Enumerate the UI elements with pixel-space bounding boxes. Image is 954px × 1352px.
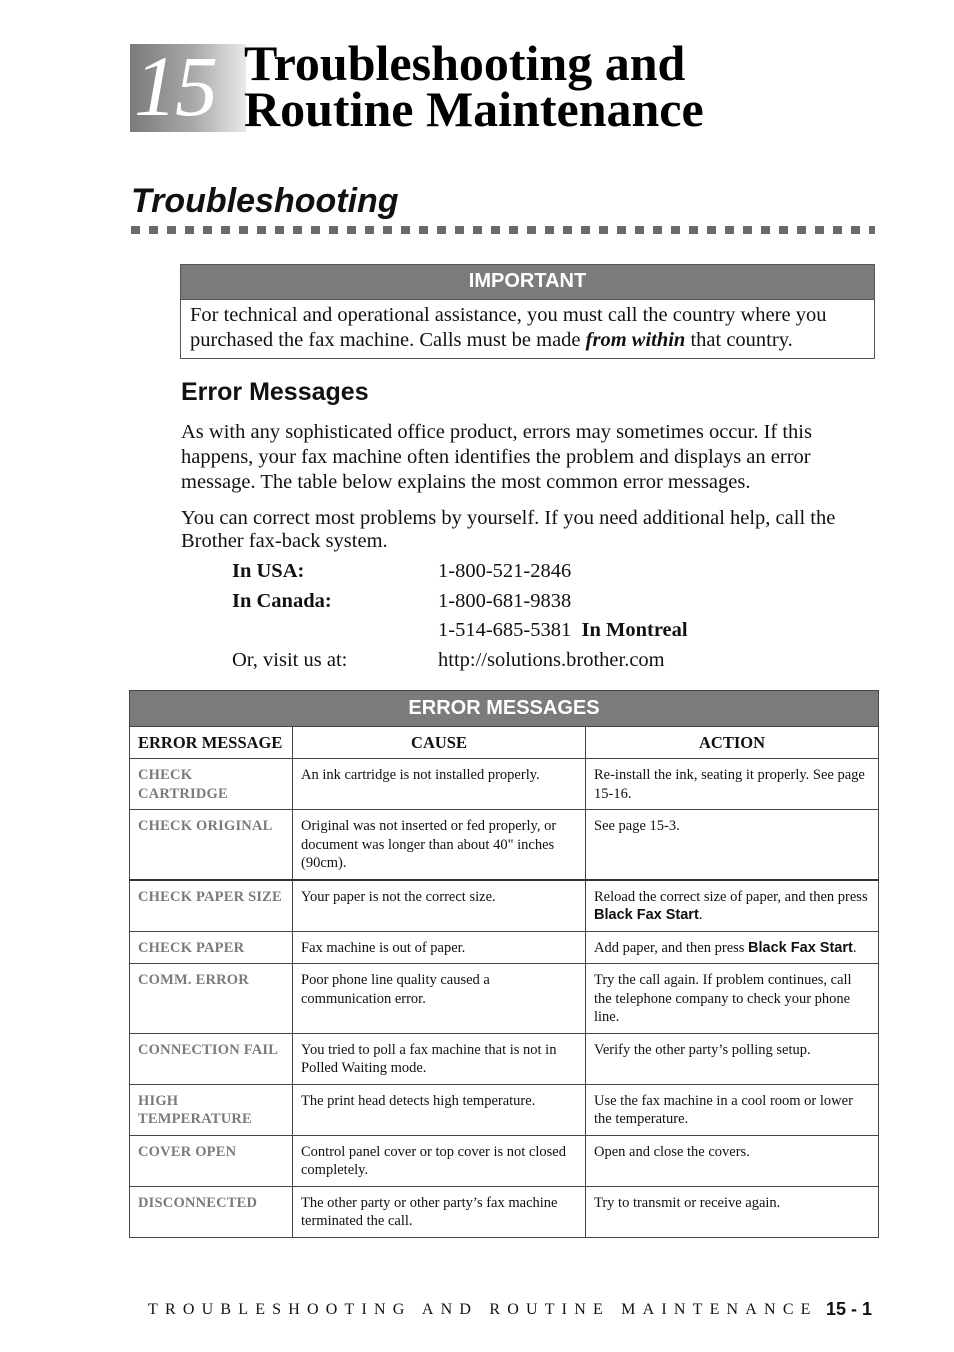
error-code: CHECK PAPER: [130, 931, 293, 964]
error-cause: The other party or other party’s fax machine terminated the call.: [293, 1186, 586, 1237]
contact-city: In Montreal: [581, 619, 688, 641]
important-text-end: that country.: [685, 329, 793, 351]
table-row: [130, 759, 879, 810]
error-code: HIGH TEMPERATURE: [130, 1084, 293, 1135]
error-code: COMM. ERROR: [130, 964, 293, 1034]
contact-phone-number: 1-514-685-5381: [438, 619, 572, 641]
contact-phone: 1-800-681-9838: [438, 590, 572, 612]
error-code: CHECK PAPER SIZE: [130, 880, 293, 932]
contact-phone: [438, 618, 688, 642]
table-row: [130, 1186, 879, 1237]
error-action: Re-install the ink, seating it properly. See page 15-16.: [586, 759, 879, 810]
contact-label: Or, visit us at:: [232, 649, 348, 671]
contact-label: In Canada:: [232, 590, 332, 612]
error-action: Try to transmit or receive again.: [586, 1186, 879, 1237]
important-text: [181, 300, 874, 353]
column-header-action: ACTION: [586, 727, 879, 759]
important-notice: [180, 264, 875, 359]
error-action: Use the fax machine in a cool room or lower the temperature.: [586, 1084, 879, 1135]
table-row: [130, 810, 879, 880]
error-action-end: .: [852, 939, 857, 956]
error-cause: Fax machine is out of paper.: [293, 931, 586, 964]
error-code: CHECK CARTRIDGE: [130, 759, 293, 810]
error-action: See page 15-3.: [586, 810, 879, 880]
error-cause: Original was not inserted or fed properly, or document was longer than about 40" inches (90cm).: [293, 810, 586, 880]
table-row: [130, 1084, 879, 1135]
error-action: Try the call again. If problem continues, call the telephone company to check your phone line.: [586, 964, 879, 1034]
chapter-title-line1: Troubleshooting and: [244, 35, 686, 91]
table-title: ERROR MESSAGES: [130, 691, 879, 727]
error-action-text: Reload the correct size of paper, and then press: [594, 888, 868, 905]
important-header: IMPORTANT: [181, 265, 874, 300]
important-emphasis: from within: [585, 329, 686, 351]
table-header-row: [130, 727, 879, 759]
section-title: Troubleshooting: [131, 182, 399, 220]
contact-phone: 1-800-521-2846: [438, 560, 572, 582]
intro-paragraph: As with any sophisticated office product, errors may sometimes occur. If this happens, your fax machine often identifies the problem and displays an error message. The table below explains the most common error messages.: [181, 421, 812, 493]
error-action-end: .: [698, 907, 703, 923]
chapter-title-line2: Routine Maintenance: [244, 81, 704, 137]
error-cause: An ink cartridge is not installed properly.: [293, 759, 586, 810]
table-row: [130, 880, 879, 932]
table-row: [130, 1033, 879, 1084]
error-code: CHECK ORIGINAL: [130, 810, 293, 880]
error-cause: You tried to poll a fax machine that is not in Polled Waiting mode.: [293, 1033, 586, 1084]
error-cause: Poor phone line quality caused a communication error.: [293, 964, 586, 1034]
section-divider: [131, 226, 875, 234]
column-header-error-message: ERROR MESSAGE: [130, 727, 293, 759]
error-code: CONNECTION FAIL: [130, 1033, 293, 1084]
table-row: [130, 1135, 879, 1186]
error-action: Open and close the covers.: [586, 1135, 879, 1186]
table-row: [130, 931, 879, 964]
error-messages-heading: Error Messages: [181, 378, 369, 406]
page-number: 15 - 1: [826, 1299, 873, 1319]
footer-chapter-title: TROUBLESHOOTING AND ROUTINE MAINTENANCE: [148, 1301, 818, 1318]
table-title-row: [130, 691, 879, 727]
error-cause: The print head detects high temperature.: [293, 1084, 586, 1135]
important-text-start: For technical and operational assistance, you must call the country where you purchased the fax machine. Calls must be made: [190, 304, 827, 351]
contact-label: In USA:: [232, 560, 305, 582]
table-row: [130, 964, 879, 1034]
chapter-number: 15: [134, 38, 216, 134]
button-name: Black Fax Start: [594, 907, 699, 923]
error-cause: Control panel cover or top cover is not closed completely.: [293, 1135, 586, 1186]
help-paragraph: You can correct most problems by yourself. If you need additional help, call the Brother fax-back system.: [181, 507, 836, 552]
contact-url[interactable]: http://solutions.brother.com: [438, 649, 665, 671]
error-action-text: Add paper, and then press: [594, 939, 749, 956]
error-messages-table: [129, 690, 879, 1238]
error-code: DISCONNECTED: [130, 1186, 293, 1237]
error-cause: Your paper is not the correct size.: [293, 880, 586, 932]
error-action: [586, 880, 879, 932]
column-header-cause: CAUSE: [293, 727, 586, 759]
button-name: Black Fax Start: [748, 939, 853, 956]
error-action: [586, 931, 879, 964]
chapter-title: [244, 35, 704, 137]
error-code: COVER OPEN: [130, 1135, 293, 1186]
error-action: Verify the other party’s polling setup.: [586, 1033, 879, 1084]
